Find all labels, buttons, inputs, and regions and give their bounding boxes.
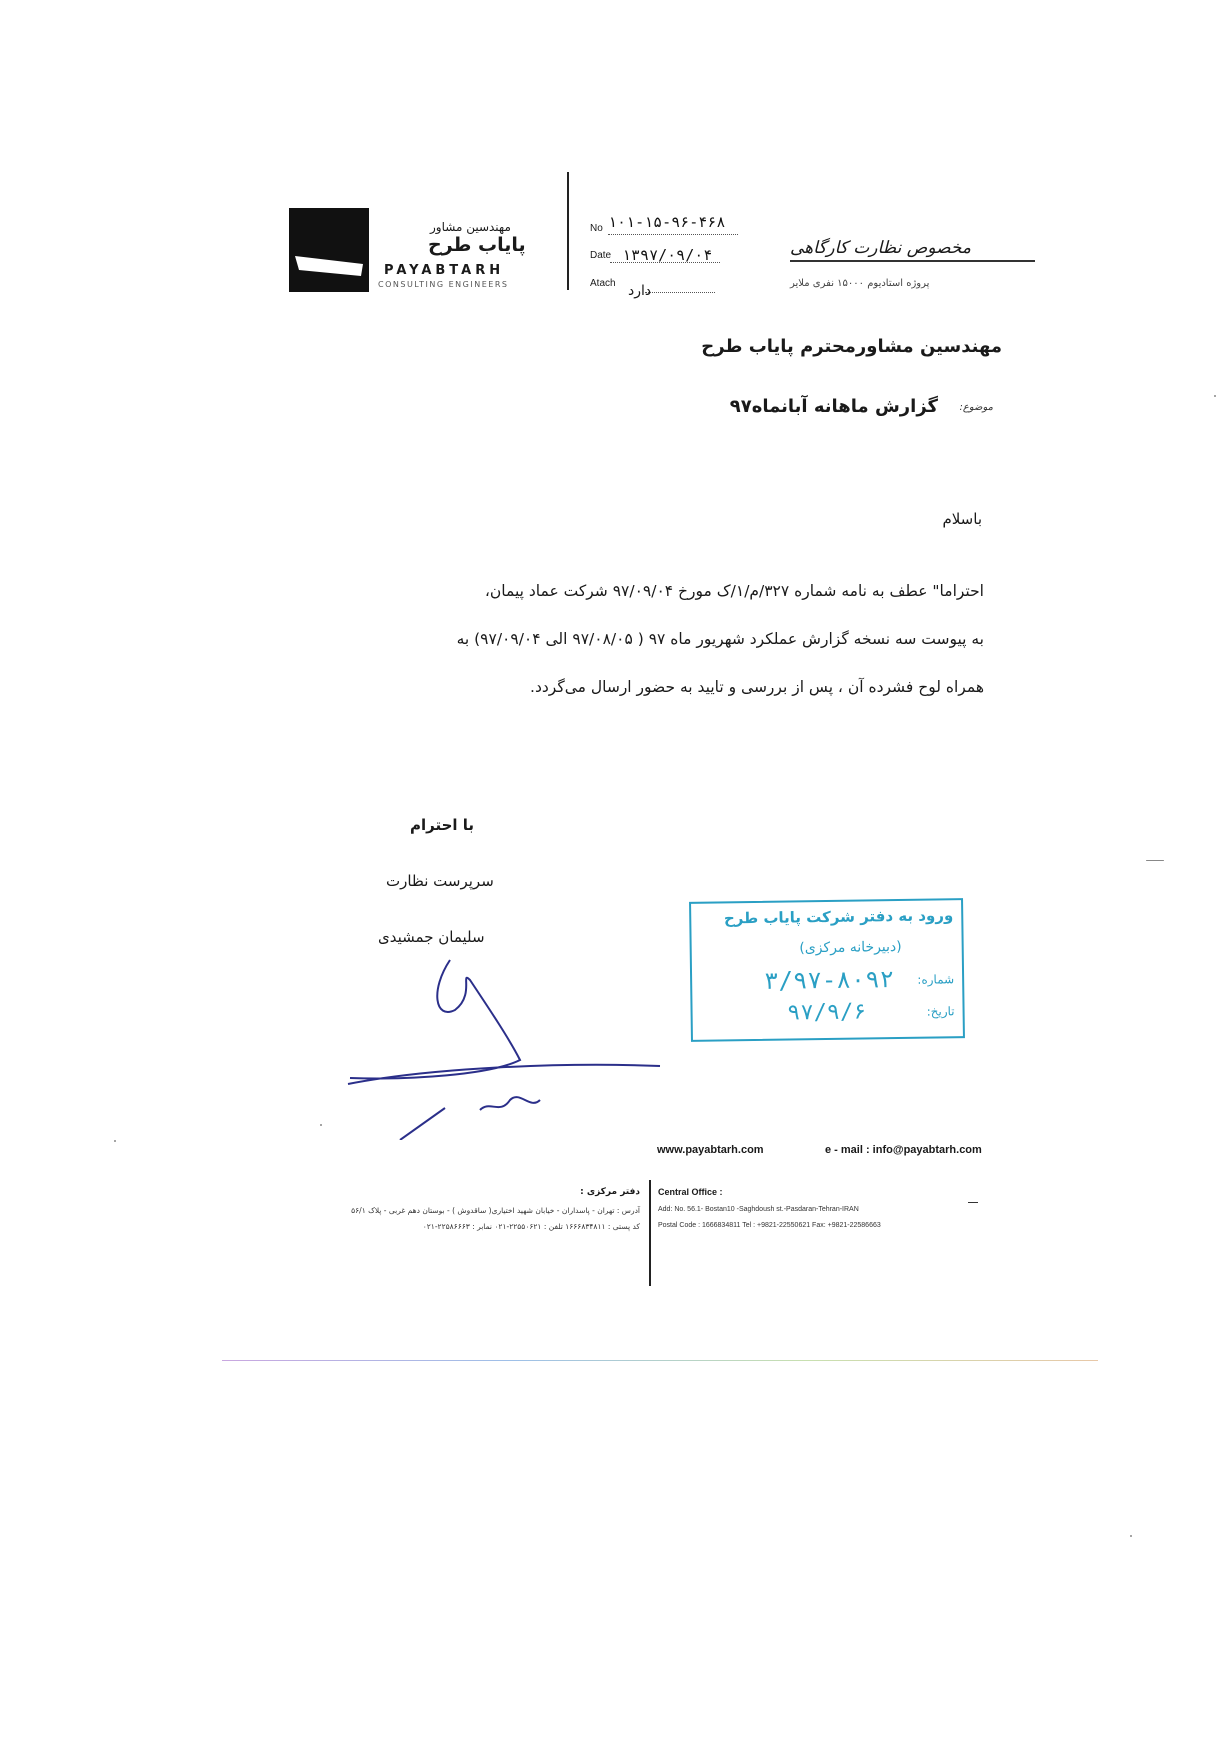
logo-persian-name: پایاب طرح: [428, 234, 526, 256]
letter-body: [424, 567, 984, 711]
attachment-label: Atach: [590, 278, 616, 289]
company-logo-mark: [289, 208, 369, 292]
receipt-stamp: [689, 898, 965, 1042]
scan-speck: [1130, 1535, 1132, 1537]
number-label: No: [590, 223, 603, 234]
site-supervision-stamp-title: مخصوص نظارت کارگاهی: [790, 238, 971, 258]
company-website: www.payabtarh.com: [657, 1144, 764, 1156]
receipt-number: ۳/۹۷-۸۰۹۲: [763, 965, 895, 995]
scan-speck: [1146, 860, 1164, 861]
central-office-address: Add: No. 56.1- Bostan10 -Saghdoush st.-Pasdaran-Tehran-IRAN: [658, 1206, 859, 1213]
central-office-contacts: Postal Code : 1666834811 Tel : +9821-22550621 Fax: +9821-22586663: [658, 1222, 881, 1229]
company-email: e - mail : info@payabtarh.com: [825, 1144, 982, 1156]
central-office-title: Central Office :: [658, 1187, 723, 1197]
receipt-number-label: شماره:: [917, 972, 955, 987]
letter-number: ۱۰۱-۱۵-۹۶-۴۶۸: [608, 213, 726, 231]
body-line: احتراما" عطف به نامه شماره ۳۲۷/م/۱/ک مورخ ۹۷/۰۹/۰۴ شرکت عماد پیمان،: [484, 582, 984, 600]
number-dotted-line: [608, 234, 738, 235]
logo-english-name: PAYABTARH: [384, 263, 505, 278]
header-divider: [567, 172, 569, 290]
footer-dash: [968, 1202, 978, 1203]
office-contacts-fa: کد پستی : ۱۶۶۶۸۳۴۸۱۱ تلفن : ۲۲۵۵۰۶۲۱-۰۲۱ نمابر : ۲۲۵۸۶۶۶۳-۰۲۱: [422, 1222, 640, 1231]
scan-speck: [114, 1140, 116, 1142]
office-address-fa: آدرس : تهران - پاسداران - خیابان شهید اختیاری( ساقدوش ) - بوستان دهم غربی - پلاک ۵۶/۱: [351, 1206, 640, 1215]
letter-addressee: مهندسین مشاورمحترم پایاب طرح: [701, 336, 1002, 357]
receipt-stamp-subtitle: (دبیرخانه مرکزی): [799, 938, 902, 957]
attachment-dotted-line: [645, 292, 715, 293]
body-line: همراه لوح فشرده آن ، پس از بررسی و تایید به حضور ارسال می‌گردد.: [530, 678, 984, 696]
date-dotted-line: [610, 262, 720, 263]
receipt-date: ۹۷/۹/۶: [786, 999, 867, 1026]
site-supervision-project: پروژه استادیوم ۱۵۰۰۰ نفری ملایر: [790, 278, 930, 289]
letter-subject: گزارش ماهانه آبانماه۹۷: [729, 396, 938, 417]
scan-speck: [320, 1124, 322, 1126]
body-line: به پیوست سه نسخه گزارش عملکرد شهریور ماه ۹۷ ( ۹۷/۰۸/۰۵ الی ۹۷/۰۹/۰۴) به: [456, 630, 984, 648]
letter-date: ۱۳۹۷/۰۹/۰۴: [622, 246, 713, 264]
letter-greeting: باسلام: [942, 510, 982, 528]
footer-divider: [649, 1180, 651, 1286]
subject-label: موضوع:: [959, 402, 993, 413]
signer-title: سرپرست نظارت: [386, 872, 494, 890]
attachment-value: دارد: [628, 283, 652, 299]
handwritten-signature: [340, 950, 670, 1140]
letter-closing: با احترام: [410, 816, 475, 834]
office-title-fa: دفتر مرکزی :: [580, 1187, 640, 1197]
scan-speck: [1214, 395, 1216, 397]
logo-english-subtitle: CONSULTING ENGINEERS: [378, 280, 509, 289]
date-label: Date: [590, 250, 612, 261]
site-supervision-stamp-line: [790, 260, 1035, 262]
bottom-rule: [222, 1360, 1098, 1361]
signer-name: سلیمان جمشیدی: [378, 928, 485, 946]
logo-persian-subtitle: مهندسین مشاور: [430, 220, 511, 234]
receipt-stamp-title: ورود به دفتر شرکت پایاب طرح: [723, 906, 954, 928]
receipt-date-label: تاریخ:: [926, 1004, 955, 1019]
